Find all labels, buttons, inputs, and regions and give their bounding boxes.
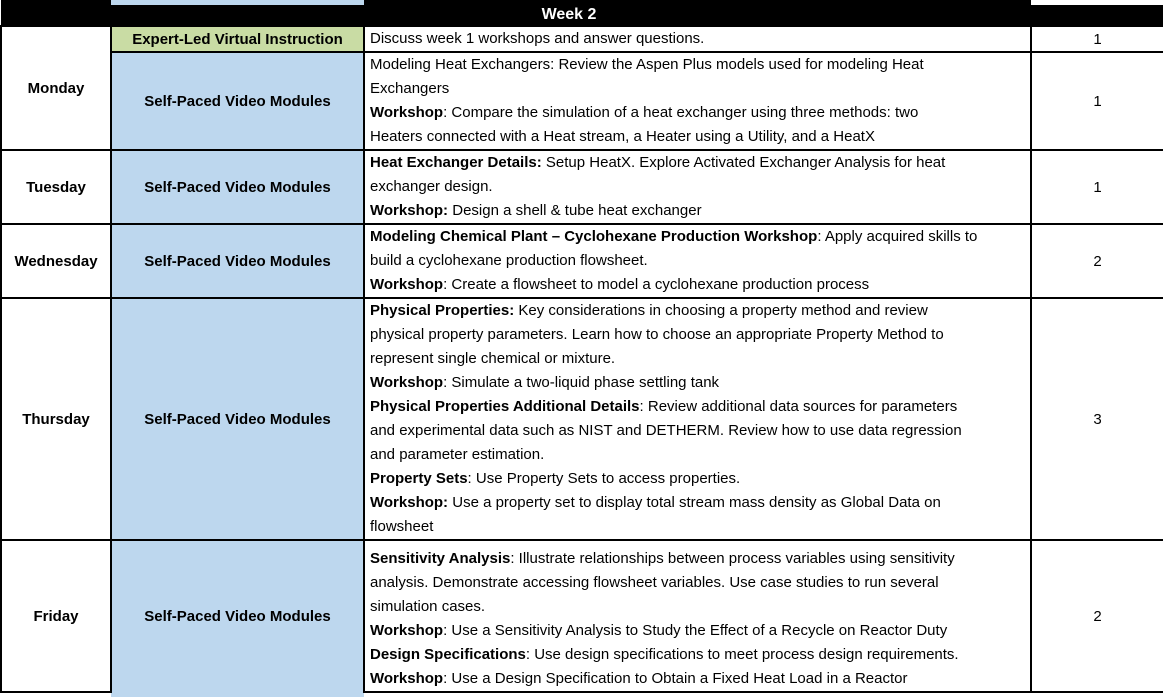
description-line: Modeling Chemical Plant – Cyclohexane Production Workshop: Apply acquired skills to — [370, 228, 978, 245]
hours-cell: 1 — [1031, 26, 1163, 52]
description-line: analysis. Demonstrate accessing flowsheet variables. Use case studies to run several — [370, 574, 939, 591]
hours-cell: 2 — [1031, 540, 1163, 692]
description-cell — [364, 298, 1031, 540]
schedule-row — [1, 298, 1163, 540]
sliver-description-cell — [364, 692, 1031, 697]
schedule-foot — [1, 692, 1163, 697]
day-cell-wednesday: Wednesday — [1, 224, 111, 298]
description-line: Sensitivity Analysis: Illustrate relationships between process variables using sensitivity — [370, 550, 955, 567]
description-line: Discuss week 1 workshops and answer questions. — [370, 30, 705, 47]
sliver-day-cell — [1, 692, 111, 697]
day-cell-friday: Friday — [1, 540, 111, 692]
description-line: flowsheet — [370, 518, 434, 535]
description-line: Heat Exchanger Details: Setup HeatX. Explore Activated Exchanger Analysis for heat — [370, 154, 946, 171]
day-cell-tuesday: Tuesday — [1, 150, 111, 224]
module-type-cell: Expert-Led Virtual Instruction — [111, 26, 364, 52]
description-line: Workshop: Create a flowsheet to model a cyclohexane production process — [370, 276, 870, 293]
hours-cell: 1 — [1031, 150, 1163, 224]
week-header-cell — [1, 5, 1163, 26]
description-line: Workshop: Compare the simulation of a heat exchanger using three methods: two — [370, 104, 919, 121]
description-cell — [364, 224, 1031, 298]
next-row-sliver — [1, 692, 1163, 697]
description-line: Workshop: Design a shell & tube heat exchanger — [370, 202, 702, 219]
description-cell — [364, 150, 1031, 224]
sliver-module-cell — [111, 692, 364, 697]
description-line: Design Specifications: Use design specifications to meet process design requirements. — [370, 646, 959, 663]
hours-cell: 2 — [1031, 224, 1163, 298]
description-line: represent single chemical or mixture. — [370, 350, 616, 367]
hours-cell: 1 — [1031, 52, 1163, 150]
description-line: Heaters connected with a Heat stream, a Heater using a Utility, and a HeatX — [370, 128, 875, 145]
day-cell-monday: Monday — [1, 26, 111, 150]
hours-cell: 3 — [1031, 298, 1163, 540]
schedule-row — [1, 540, 1163, 692]
description-line: Property Sets: Use Property Sets to access properties. — [370, 470, 741, 487]
week-header-row — [1, 5, 1163, 26]
day-cell-thursday: Thursday — [1, 298, 111, 540]
module-type-cell: Self-Paced Video Modules — [111, 298, 364, 540]
description-line: Workshop: Use a Sensitivity Analysis to Study the Effect of a Recycle on Reactor Duty — [370, 622, 948, 639]
module-type-cell: Self-Paced Video Modules — [111, 150, 364, 224]
schedule-row — [1, 52, 1163, 150]
description-cell — [364, 52, 1031, 150]
schedule-head — [1, 0, 1163, 26]
schedule-row — [1, 150, 1163, 224]
description-line: exchanger design. — [370, 178, 493, 195]
description-line: Physical Properties: Key considerations in choosing a property method and review — [370, 302, 928, 319]
description-line: Physical Properties Additional Details: Review additional data sources for parameters — [370, 398, 958, 415]
description-cell — [364, 26, 1031, 52]
description-line: Workshop: Simulate a two-liquid phase settling tank — [370, 374, 720, 391]
description-line: simulation cases. — [370, 598, 486, 615]
schedule-row — [1, 224, 1163, 298]
module-type-cell: Self-Paced Video Modules — [111, 52, 364, 150]
schedule-body — [1, 26, 1163, 692]
module-type-cell: Self-Paced Video Modules — [111, 224, 364, 298]
description-line: physical property parameters. Learn how to choose an appropriate Property Method to — [370, 326, 944, 343]
description-line: Modeling Heat Exchangers: Review the Aspen Plus models used for modeling Heat — [370, 56, 924, 73]
description-line: Workshop: Use a property set to display total stream mass density as Global Data on — [370, 494, 941, 511]
sliver-hours-cell — [1031, 692, 1163, 697]
schedule-row — [1, 26, 1163, 52]
description-cell — [364, 540, 1031, 692]
description-line: and experimental data such as NIST and DETHERM. Review how to use data regression — [370, 422, 962, 439]
description-line: Workshop: Use a Design Specification to Obtain a Fixed Heat Load in a Reactor — [370, 670, 908, 687]
description-line: Exchangers — [370, 80, 450, 97]
description-line: build a cyclohexane production flowsheet. — [370, 252, 648, 269]
module-type-cell: Self-Paced Video Modules — [111, 540, 364, 692]
description-line: and parameter estimation. — [370, 446, 545, 463]
week-title: Week 2 — [541, 6, 597, 23]
